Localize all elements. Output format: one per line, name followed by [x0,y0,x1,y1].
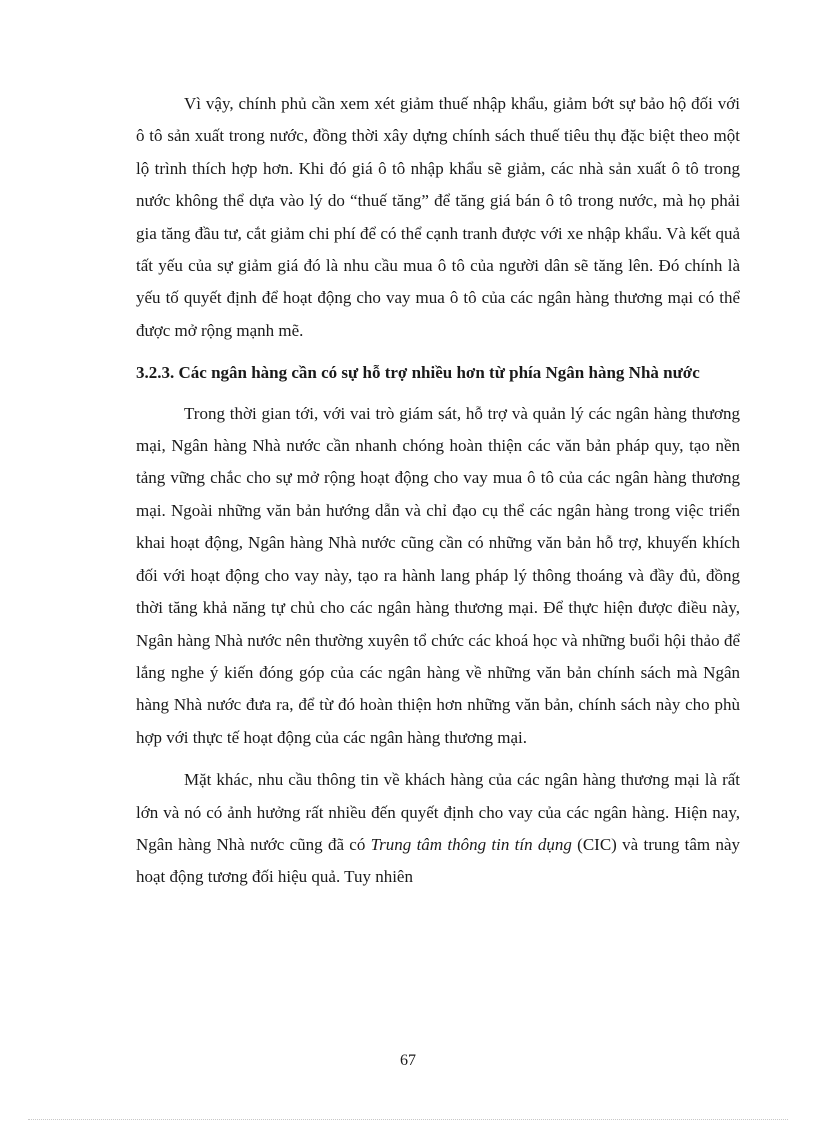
document-body [136,88,740,894]
page-number: 67 [400,1052,416,1069]
paragraph-3 [136,764,740,894]
section-heading: 3.2.3. Các ngân hàng cần có sự hỗ trợ nhiều hơn từ phía Ngân hàng Nhà nước [136,363,700,383]
paragraph-3-text-start: Mặt khác, nhu cầu thông tin về khách hàng của các ngân hàng thương mại là rất lớn và nó có ảnh hưởng rất nhiều đến quyết định cho vay của các ngân hàng. Hiện nay, Ngân hàng Nhà nước cũng đã có [136,770,740,854]
paragraph-2: Trong thời gian tới, với vai trò giám sát, hỗ trợ và quản lý các ngân hàng thương mại, Ngân hàng Nhà nước cần nhanh chóng hoàn thiện các văn bản pháp quy, tạo nền tảng vững chắc cho sự mở rộng hoạt động cho vay mua ô tô của các ngân hàng thương mại. Ngoài những văn bản hướng dẫn và chỉ đạo cụ thể các ngân hàng trong việc triển khai hoạt động, Ngân hàng Nhà nước cũng cần có những văn bản hỗ trợ, khuyến khích đối với hoạt động cho vay này, tạo ra hành lang pháp lý thông thoáng và đầy đủ, đồng thời tăng khả năng tự chủ cho các ngân hàng thương mại. Để thực hiện được điều này, Ngân hàng Nhà nước nên thường xuyên tổ chức các khoá học và những buổi hội thảo để lắng nghe ý kiến đóng góp của các ngân hàng về những văn bản chính sách mà Ngân hàng Nhà nước đưa ra, để từ đó hoàn thiện hơn những văn bản, chính sách này cho phù hợp với thực tế hoạt động của các ngân hàng thương mại. [136,403,740,747]
paragraph-3-text-end: (CIC) và trung tâm này hoạt động tương đối hiệu quả. Tuy nhiên [136,834,740,887]
paragraph-3-italic-term: Trung tâm thông tin tín dụng [370,834,572,854]
page-bottom-divider [28,1119,788,1120]
paragraph-1: Vì vậy, chính phủ cần xem xét giảm thuế nhập khẩu, giảm bớt sự bảo hộ đối với ô tô sản xuất trong nước, đồng thời xây dựng chính sách thuế tiêu thụ đặc biệt theo một lộ trình thích hợp hơn. Khi đó giá ô tô nhập khẩu sẽ giảm, các nhà sản xuất ô tô trong nước không thể dựa vào lý do “thuế tăng” để tăng giá bán ô tô trong nước, mà họ phải gia tăng đầu tư, cắt giảm chi phí để có thể cạnh tranh được với xe nhập khẩu. Và kết quả tất yếu của sự giảm giá đó là nhu cầu mua ô tô của người dân sẽ tăng lên. Đó chính là yếu tố quyết định để hoạt động cho vay mua ô tô của các ngân hàng thương mại có thể được mở rộng mạnh mẽ. [136,94,740,340]
